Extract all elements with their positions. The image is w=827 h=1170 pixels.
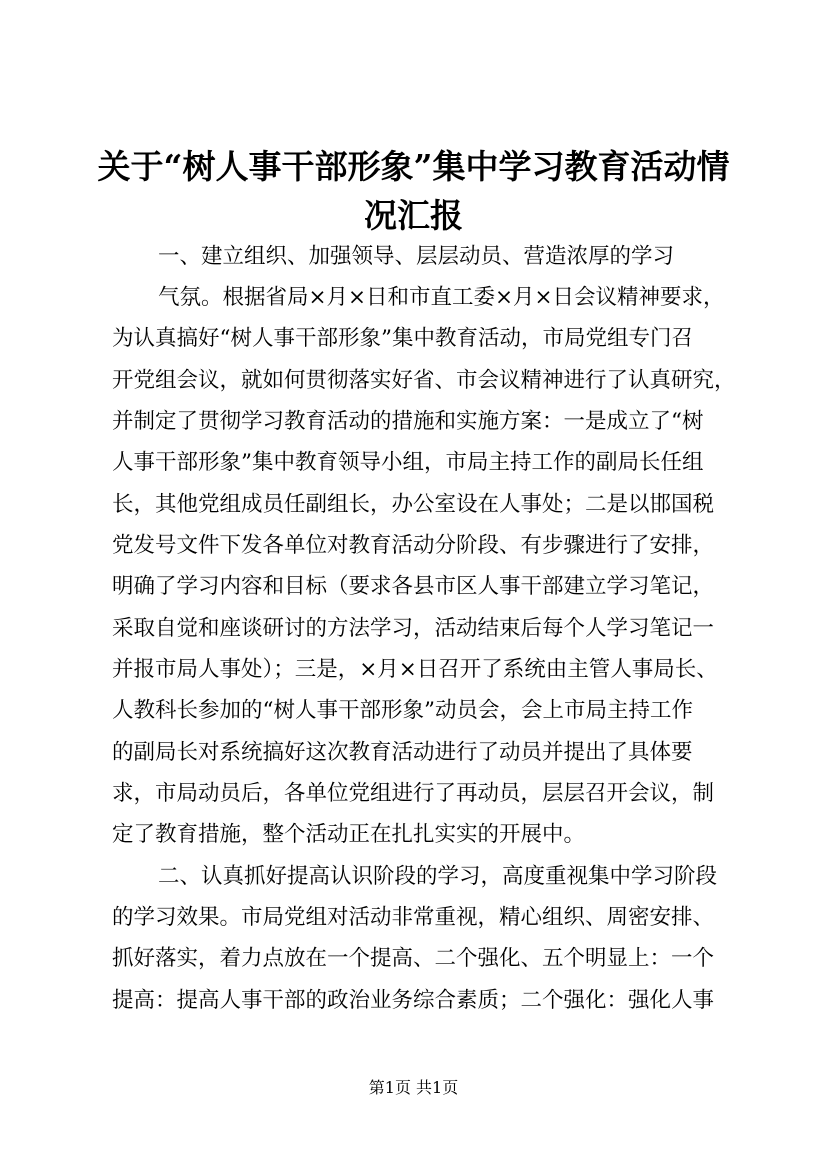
body-line: 并报市局人事处）；三是，×月×日召开了系统由主管人事局长、 [112, 657, 718, 682]
body-line: 人事干部形象”集中教育领导小组，市局主持工作的副局长任组 [112, 450, 704, 475]
body-line: 人教科长参加的“树人事干部形象”动员会，会上市局主持工作 [112, 698, 693, 723]
body-line: 气氛。根据省局×月×日和市直工委×月×日会议精神要求， [158, 285, 725, 310]
document-title-line-2: 况汇报 [364, 196, 463, 235]
body-line: 开党组会议，就如何贯彻落实好省、市会议精神进行了认真研究， [112, 368, 736, 393]
body-line: 定了教育措施，整个活动正在扎扎实实的开展中。 [112, 822, 586, 847]
body-line: 采取自觉和座谈研讨的方法学习，活动结束后每个人学习笔记一 [112, 616, 715, 641]
body-line: 一、建立组织、加强领导、层层动员、营造浓厚的学习 [158, 244, 675, 269]
body-line: 的学习效果。市局党组对活动非常重视，精心组织、周密安排、 [112, 905, 715, 930]
body-line: 的副局长对系统搞好这次教育活动进行了动员并提出了具体要 [112, 740, 693, 765]
body-line: 党发号文件下发各单位对教育活动分阶段、有步骤进行了安排， [112, 533, 715, 558]
body-line: 提高：提高人事干部的政治业务综合素质；二个强化：强化人事 [112, 988, 715, 1013]
body-line: 求，市局动员后，各单位党组进行了再动员，层层召开会议，制 [112, 781, 715, 806]
body-line: 并制定了贯彻学习教育活动的措施和实施方案：一是成立了“树 [112, 409, 704, 434]
body-line: 二、认真抓好提高认识阶段的学习，高度重视集中学习阶段 [158, 864, 718, 889]
body-line: 长，其他党组成员任副组长，办公室设在人事处；二是以邯国税 [112, 492, 715, 517]
body-line: 抓好落实，着力点放在一个提高、二个强化、五个明显上：一个 [112, 946, 715, 971]
page-footer: 第1页 共1页 [368, 1078, 459, 1097]
body-line: 为认真搞好“树人事干部形象”集中教育活动，市局党组专门召 [112, 326, 693, 351]
body-line: 明确了学习内容和目标（要求各县市区人事干部建立学习笔记， [112, 574, 715, 599]
document-title-line-1: 关于“树人事干部形象”集中学习教育活动情 [97, 147, 730, 186]
